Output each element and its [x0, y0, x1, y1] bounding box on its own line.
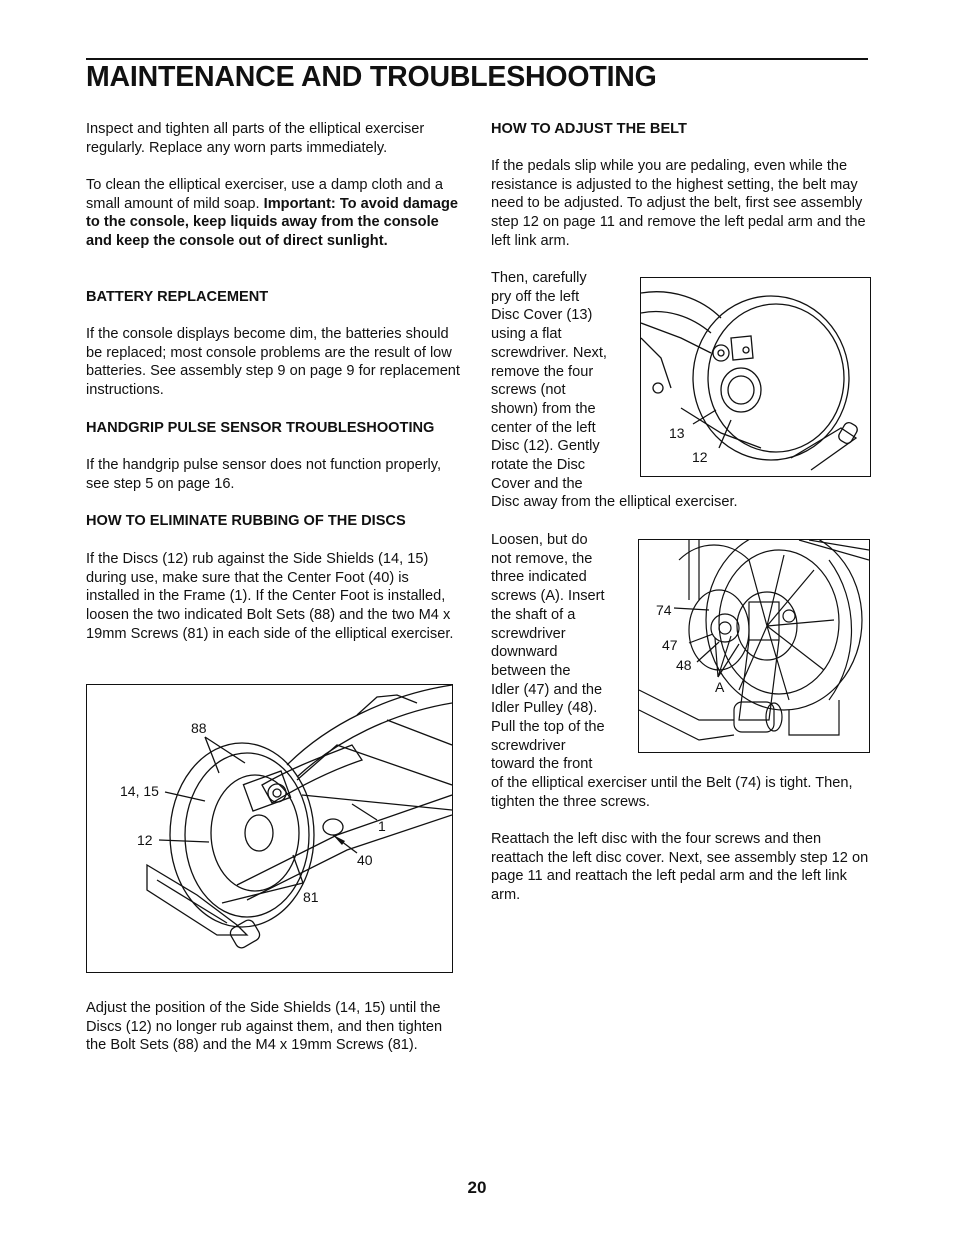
fig1-label-88: 88	[191, 720, 207, 736]
text-line: center of the left	[491, 419, 596, 436]
belt-tension-text	[491, 531, 631, 774]
text-line: screws (A). Insert	[491, 588, 605, 605]
text-line: screwdriver	[491, 737, 566, 754]
text-line: shown) from the	[491, 400, 596, 417]
cleaning-paragraph	[86, 176, 466, 251]
belt-tension-tail: of the elliptical exerciser until the Belt (74) is tight. Then, tighten the three screws.	[491, 775, 853, 810]
text-line: screwdriver	[491, 625, 566, 642]
belt-paragraph: If the pedals slip while you are pedaling, even while the resistance is adjusted to the highest setting, the belt may need to be adjusted. To adjust the belt, first see assembly step 12 on page 11 and remove the left pedal arm and the left link arm.	[491, 158, 866, 249]
text-line: Disc (12). Gently	[491, 438, 600, 455]
text-line: remove the four	[491, 363, 594, 380]
fig2-label-12: 12	[692, 449, 708, 465]
text-line: using a flat	[491, 326, 562, 343]
belt-idler-illustration	[639, 540, 869, 752]
fig1-label-12: 12	[137, 832, 153, 848]
fig2-label-13: 13	[669, 425, 685, 441]
fig1-label-1: 1	[378, 818, 386, 834]
text-line: screws (not	[491, 382, 566, 399]
text-line: rotate the Disc	[491, 457, 586, 474]
text-line: Loosen, but do	[491, 532, 588, 548]
fig1-label-14-15: 14, 15	[120, 783, 159, 799]
figure-belt-idler	[638, 539, 870, 753]
text-line: Disc Cover (13)	[491, 307, 593, 324]
text-line: Pull the top of the	[491, 719, 605, 736]
fig1-label-81: 81	[303, 889, 319, 905]
text-line: pry off the left	[491, 288, 580, 305]
fig3-label-74: 74	[656, 602, 672, 618]
reattach-paragraph: Reattach the left disc with the four screws and then reattach the left disc cover. Next, see assembly step 12 on page 11 and reattach the left pedal arm and the left link arm.	[491, 831, 869, 904]
cleaning-warning: Important: To avoid damage to the console, keep liquids away from the console and keep the console out of direct sunlight.	[86, 195, 458, 250]
text-line: Cover and the	[491, 475, 583, 492]
text-line: toward the front	[491, 756, 593, 773]
fig3-label-48: 48	[676, 657, 692, 673]
text-line: Idler Pulley (48).	[491, 700, 598, 717]
disc-cover-illustration	[641, 278, 870, 476]
figure-disc-rubbing	[86, 684, 453, 973]
discs-paragraph: If the Discs (12) rub against the Side Shields (14, 15) during use, make sure that the Center Foot (40) is installed in the Frame (1). If the Center Foot is installed, loosen the two indicated Bolt Sets (88) and the two M4 x 19mm Screws (81) in each side of the elliptical exerciser.	[86, 551, 454, 642]
text-line: Idler (47) and the	[491, 681, 603, 698]
fig3-label-a: A	[715, 679, 725, 695]
page-title: MAINTENANCE AND TROUBLESHOOTING	[86, 61, 657, 93]
page-number: 20	[467, 1178, 487, 1197]
text-line: the shaft of a	[491, 606, 576, 623]
battery-paragraph: If the console displays become dim, the batteries should be replaced; most console problems are the result of low batteries. See assembly step 9 on page 9 for replacement instructions.	[86, 326, 460, 399]
text-line: screwdriver. Next,	[491, 344, 607, 361]
text-line: downward	[491, 644, 558, 661]
text-line: three indicated	[491, 569, 587, 586]
text-line: Then, carefully	[491, 270, 587, 286]
adjust-paragraph: Adjust the position of the Side Shields (14, 15) until the Discs (12) no longer rub against them, and then tighten the Bolt Sets (88) and the M4 x 19mm Screws (81).	[86, 1000, 443, 1054]
pulse-paragraph: If the handgrip pulse sensor does not function properly, see step 5 on page 16.	[86, 457, 442, 492]
heading-pulse: HANDGRIP PULSE SENSOR TROUBLESHOOTING	[86, 420, 435, 436]
text-line: not remove, the	[491, 550, 593, 567]
elliptical-side-illustration	[87, 685, 452, 972]
heading-belt: HOW TO ADJUST THE BELT	[491, 121, 687, 137]
text-line: between the	[491, 662, 571, 679]
figure-disc-cover	[640, 277, 871, 477]
heading-battery: BATTERY REPLACEMENT	[86, 289, 269, 305]
fig3-label-47: 47	[662, 637, 678, 653]
cleaning-text: To clean the elliptical exerciser, use a damp cloth and a small amount of mild soap.	[86, 177, 443, 212]
text-line: Disc away from the elliptical exerciser.	[491, 494, 738, 511]
intro-paragraph: Inspect and tighten all parts of the elliptical exerciser regularly. Replace any worn parts immediately.	[86, 121, 425, 156]
heading-discs: HOW TO ELIMINATE RUBBING OF THE DISCS	[86, 513, 406, 529]
disc-cover-text	[491, 269, 738, 512]
fig1-label-40: 40	[357, 852, 373, 868]
